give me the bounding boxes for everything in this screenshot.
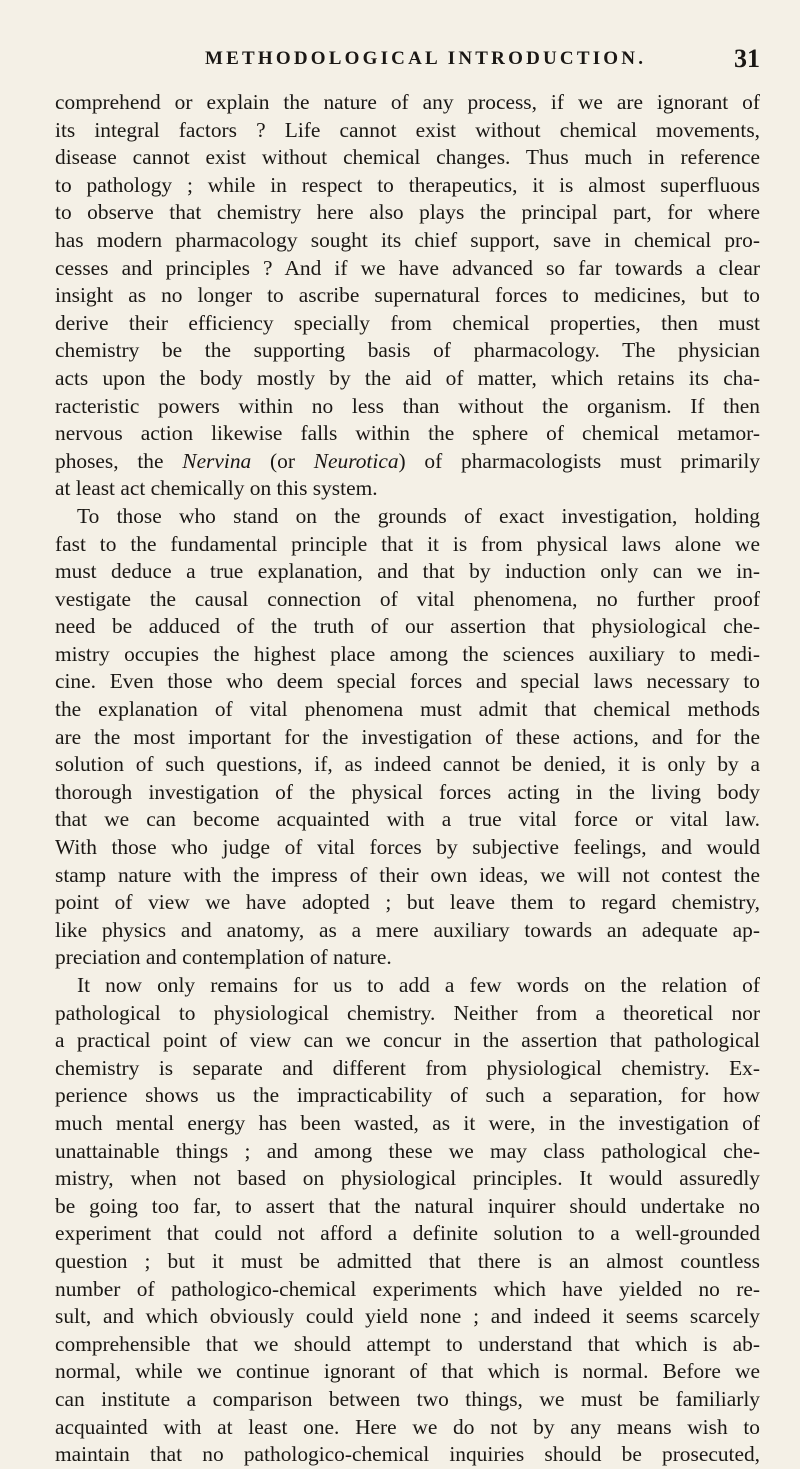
text-line: fast to the fundamental principle that it is from physical laws alone we	[55, 531, 760, 556]
text-line: solution of such questions, if, as indeed cannot be denied, it is only by a	[55, 752, 760, 777]
text-line: cine. Even those who deem special forces and special laws necessary to	[55, 669, 760, 694]
paragraph-end-line: at least act chemically on this system.	[55, 476, 378, 501]
text-line: be going too far, to assert that the natural inquirer should undertake no	[55, 1193, 760, 1218]
text-line: unattainable things ; and among these we may class pathological che-	[55, 1138, 760, 1163]
text-line: has modern pharmacology sought its chief support, save in chemical pro-	[55, 227, 760, 252]
text-line: mistry, when not based on physiological principles. It would assuredly	[55, 1166, 760, 1191]
line-part: ) of pharmacologists must primarily	[398, 448, 760, 473]
text-line: point of view we have adopted ; but leave them to regard chemistry,	[55, 890, 760, 915]
text-line: the explanation of vital phenomena must admit that chemical methods	[55, 697, 760, 722]
body-text	[55, 89, 760, 1469]
text-line: to pathology ; while in respect to therapeutics, it is almost superfluous	[55, 172, 760, 197]
text-line: mistry occupies the highest place among the sciences auxiliary to medi-	[55, 641, 760, 666]
italic-term-neurotica: Neurotica	[313, 448, 399, 473]
text-line: need be adduced of the truth of our assertion that physiological che-	[55, 614, 760, 639]
text-line: chemistry be the supporting basis of pharmacology. The physician	[55, 338, 760, 363]
line-part: (or	[251, 448, 314, 473]
text-line: comprehend or explain the nature of any process, if we are ignorant of	[55, 90, 760, 114]
text-line: stamp nature with the impress of their own ideas, we will not contest the	[55, 862, 760, 887]
text-line: comprehensible that we should attempt to understand that which is ab-	[55, 1331, 760, 1356]
text-line: number of pathologico-chemical experiments which have yielded no re-	[55, 1276, 760, 1301]
text-line: vestigate the causal connection of vital phenomena, no further proof	[55, 586, 760, 611]
text-line: nervous action likewise falls within the sphere of chemical metamor-	[55, 421, 760, 446]
text-line: cesses and principles ? And if we have advanced so far towards a clear	[55, 255, 760, 280]
page-number: 31	[734, 44, 760, 73]
text-line: normal, while we continue ignorant of that which is normal. Before we	[55, 1359, 760, 1384]
text-line: like physics and anatomy, as a mere auxiliary towards an adequate ap-	[55, 917, 760, 942]
text-line: must deduce a true explanation, and that by induction only can we in-	[55, 559, 760, 584]
paragraph-start-line: To those who stand on the grounds of exact investigation, holding	[77, 503, 760, 528]
text-line: much mental energy has been wasted, as it were, in the investigation of	[55, 1110, 760, 1135]
text-line: sult, and which obviously could yield none ; and indeed it seems scarcely	[55, 1304, 760, 1329]
running-head	[55, 44, 760, 74]
text-line: acts upon the body mostly by the aid of matter, which retains its cha-	[55, 365, 760, 390]
text-line: racteristic powers within no less than without the organism. If then	[55, 393, 760, 418]
text-line: a practical point of view can we concur in the assertion that pathological	[55, 1028, 760, 1053]
text-line: thorough investigation of the physical forces acting in the living body	[55, 779, 760, 804]
text-line: disease cannot exist without chemical changes. Thus much in reference	[55, 145, 760, 170]
text-line: perience shows us the impracticability of such a separation, for how	[55, 1083, 760, 1108]
running-title: METHODOLOGICAL INTRODUCTION.	[205, 48, 647, 69]
paragraph-end-line: preciation and contemplation of nature.	[55, 945, 392, 970]
text-line: With those who judge of vital forces by subjective feelings, and would	[55, 835, 760, 860]
text-line: are the most important for the investigation of these actions, and for the	[55, 724, 760, 749]
text-line: maintain that no pathologico-chemical inquiries should be prosecuted,	[55, 1442, 760, 1467]
text-line: that we can become acquainted with a true vital force or vital law.	[55, 807, 760, 832]
italic-term-nervina: Nervina	[182, 448, 252, 473]
paragraph-start-line: It now only remains for us to add a few words on the relation of	[77, 973, 760, 997]
text-line-with-italics	[55, 448, 760, 476]
text-line: pathological to physiological chemistry. Neither from a theoretical nor	[55, 1000, 760, 1025]
text-line: derive their efficiency specially from chemical properties, then must	[55, 310, 760, 335]
text-line: insight as no longer to ascribe supernatural forces to medicines, but to	[55, 283, 760, 308]
text-line: chemistry is separate and different from physiological chemistry. Ex-	[55, 1055, 760, 1080]
text-line: its integral factors ? Life cannot exist without chemical movements,	[55, 117, 760, 142]
text-line: acquainted with at least one. Here we do not by any means wish to	[55, 1414, 760, 1439]
text-line: to observe that chemistry here also plays the principal part, for where	[55, 200, 760, 225]
text-line: experiment that could not afford a definite solution to a well-grounded	[55, 1221, 760, 1246]
text-line: question ; but it must be admitted that there is an almost countless	[55, 1248, 760, 1273]
line-start: phoses, the	[55, 448, 183, 473]
text-line: can institute a comparison between two things, we must be familiarly	[55, 1386, 760, 1411]
